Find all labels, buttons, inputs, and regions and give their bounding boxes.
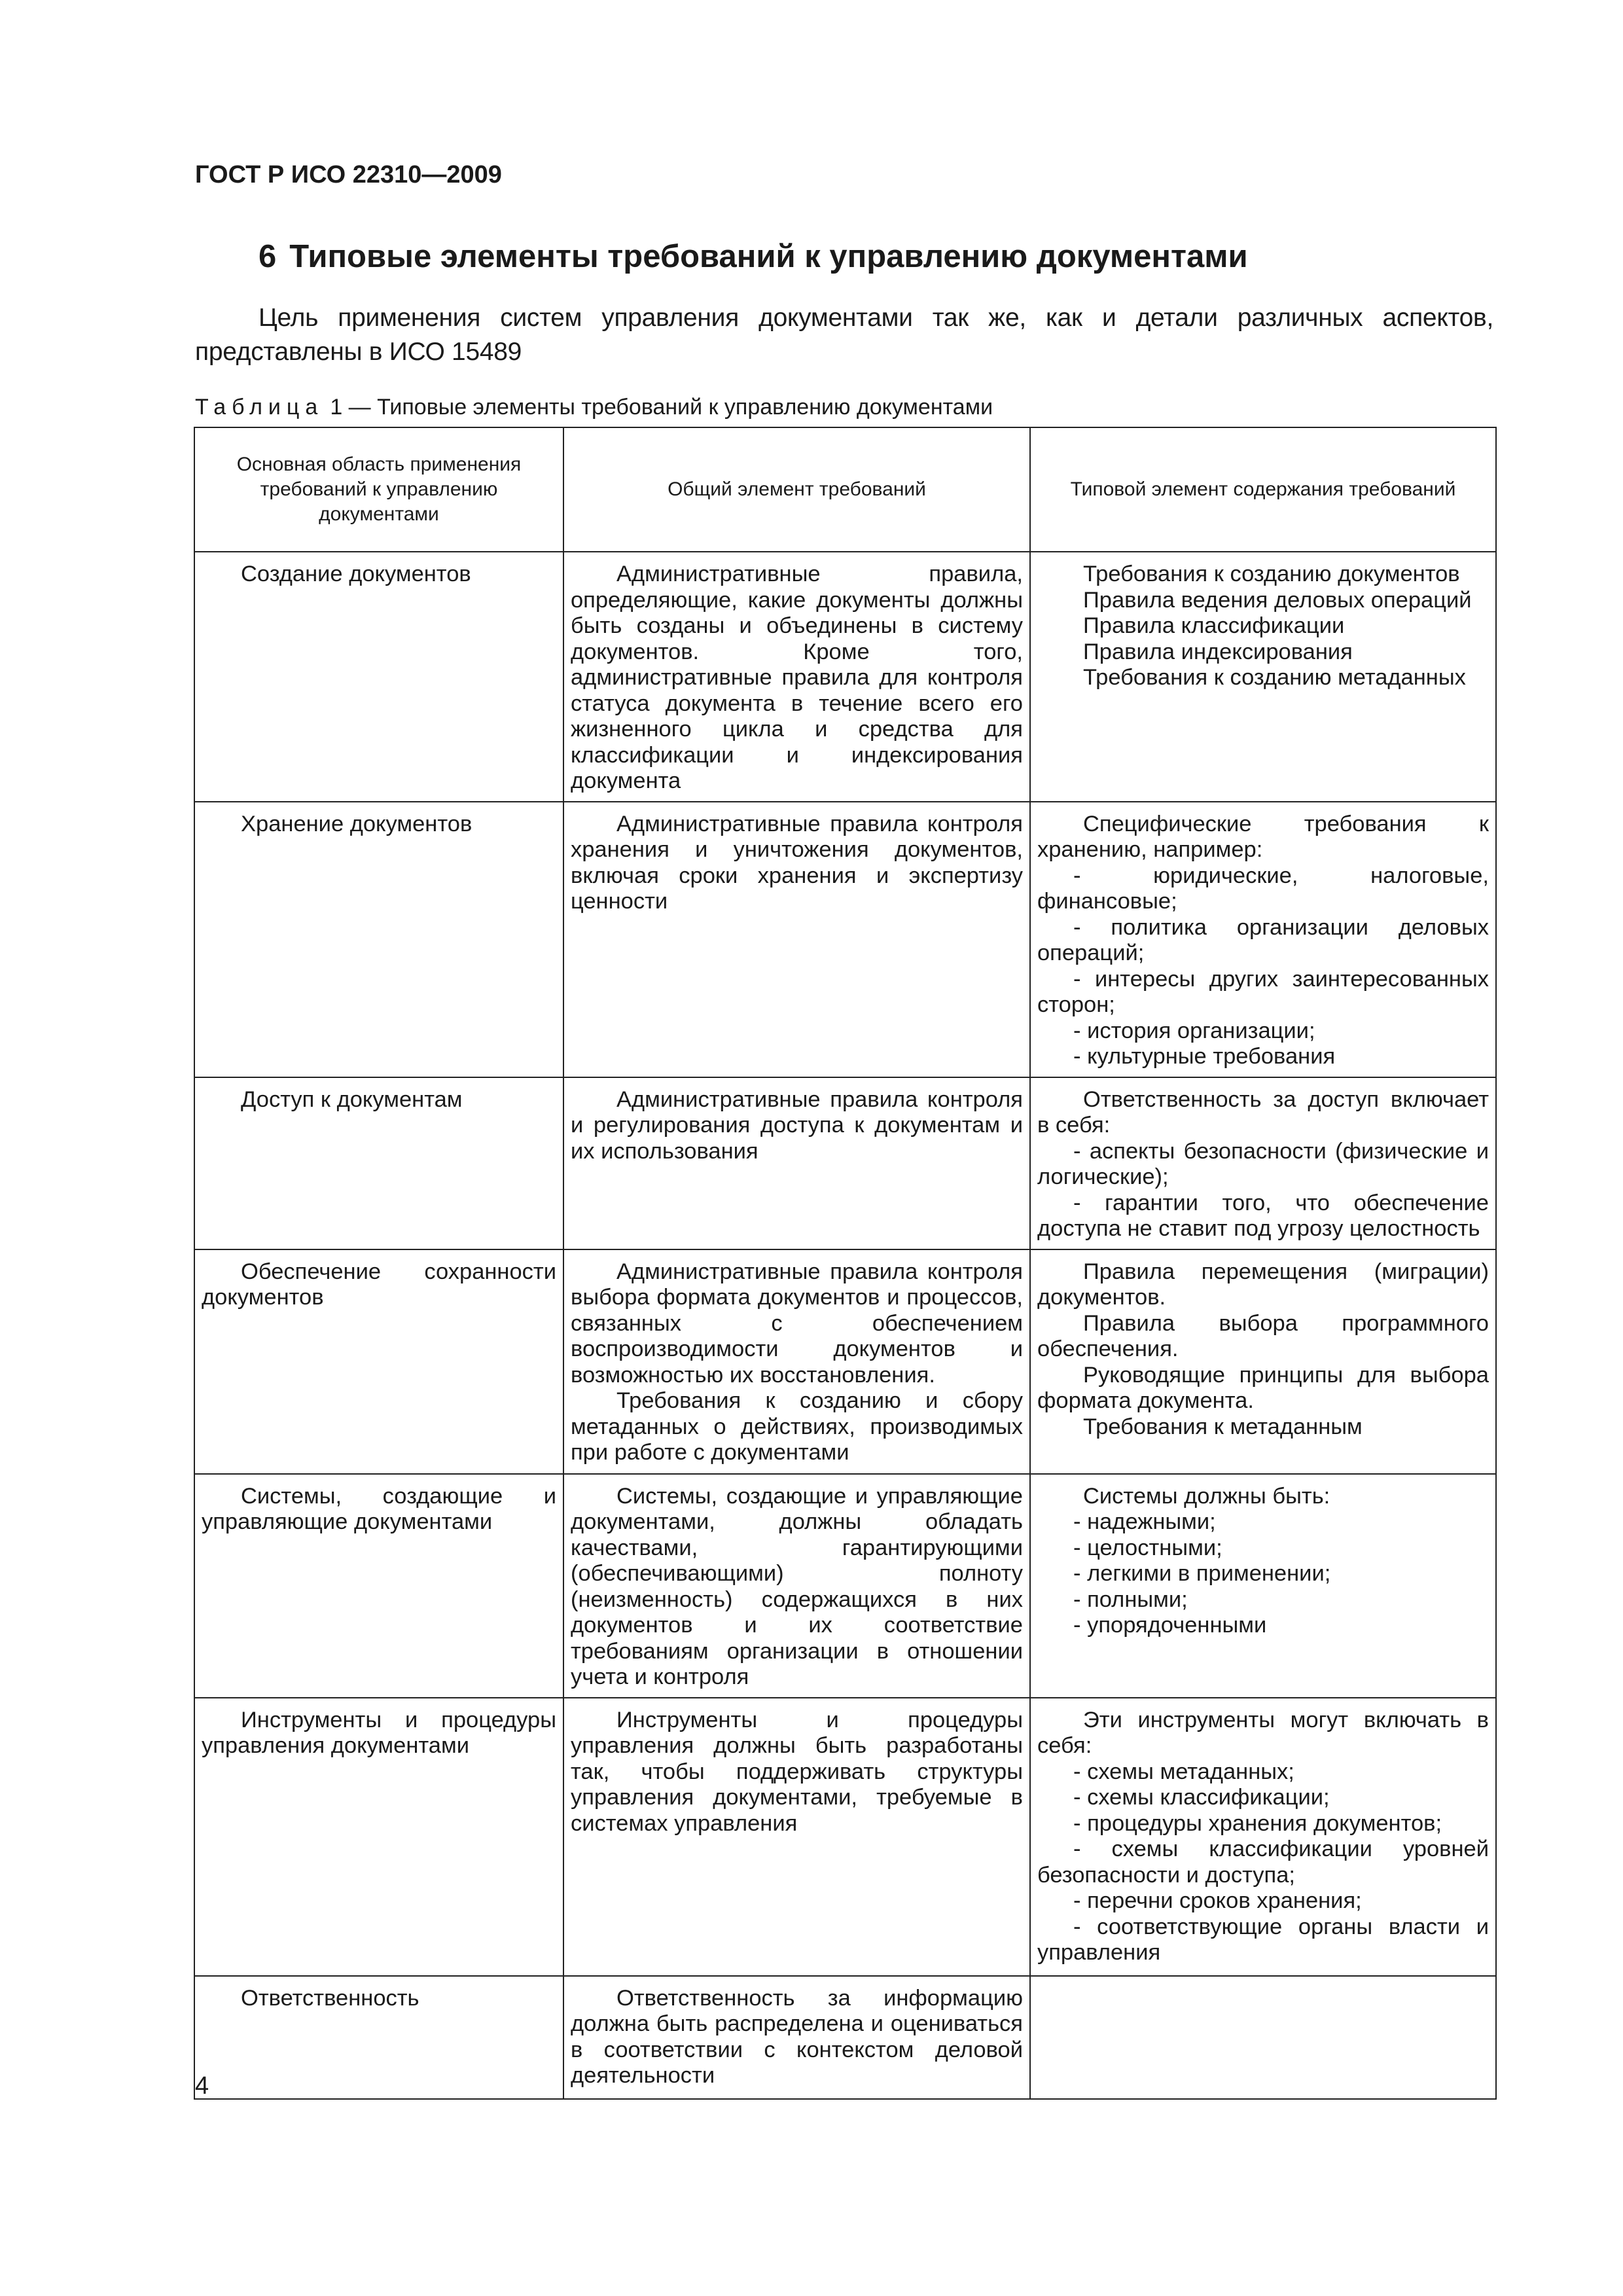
typical-list-item: - соответствующие органы власти и управления xyxy=(1037,1914,1489,1965)
cell-typical xyxy=(1030,552,1496,802)
section-title: Типовые элементы требований к управлению документами xyxy=(289,239,1248,274)
cell-general xyxy=(563,1698,1030,1976)
cell-area: Создание документов xyxy=(194,552,563,802)
cell-typical xyxy=(1030,1698,1496,1976)
typical-list-item: - культурные требования xyxy=(1073,1044,1336,1069)
typical-paragraph: Правила перемещения (миграции) документов. xyxy=(1037,1259,1489,1310)
table-row xyxy=(194,802,1496,1077)
general-paragraph: Системы, создающие и управляющие документами, должны обладать качествами, гарантирующими (обеспечивающими) полноту (неизменность) содержащихся в них документов и их соответствие требованиям организации в отношении учета и контроля xyxy=(571,1483,1023,1689)
typical-list-item: - схемы классификации уровней безопасности и доступа; xyxy=(1037,1837,1489,1888)
general-paragraph: Ответственность за информацию должна быть распределена и оцениваться в соответствии с контекстом деловой деятельности xyxy=(571,1985,1023,2088)
typical-list-item: - упорядоченными xyxy=(1073,1613,1267,1638)
typical-paragraph: Правила выбора программного обеспечения. xyxy=(1037,1310,1489,1361)
typical-paragraph: Ответственность за доступ включает в себя: xyxy=(1037,1086,1489,1138)
table-caption-prefix: Таблица xyxy=(195,395,324,420)
cell-area: Ответственность xyxy=(194,1976,563,2099)
table-caption xyxy=(195,395,993,420)
general-paragraph: Инструменты и процедуры управления должны быть разработаны так, чтобы поддерживать структуры управления документами, требуемые в системах управления xyxy=(571,1707,1023,1836)
general-paragraph: Административные правила контроля и регулирования доступа к документам и их использования xyxy=(571,1086,1023,1164)
table-row xyxy=(194,1698,1496,1976)
typical-paragraph: Правила индексирования xyxy=(1083,639,1353,664)
typical-list-item: - перечни сроков хранения; xyxy=(1073,1888,1362,1913)
typical-list-item: - юридические, налоговые, финансовые; xyxy=(1037,863,1489,914)
table-header-row xyxy=(194,427,1496,552)
typical-list-item: - интересы других заинтересованных сторон; xyxy=(1037,966,1489,1017)
cell-typical xyxy=(1030,1249,1496,1474)
requirements-table xyxy=(194,427,1497,2100)
typical-list-item: - легкими в применении; xyxy=(1073,1561,1331,1586)
cell-general xyxy=(563,1249,1030,1474)
typical-list-item: - гарантии того, что обеспечение доступа не ставит под угрозу целостность xyxy=(1037,1190,1489,1241)
typical-paragraph: Правила классификации xyxy=(1083,613,1345,638)
cell-general xyxy=(563,1474,1030,1698)
cell-typical xyxy=(1030,1976,1496,2099)
cell-general xyxy=(563,552,1030,802)
cell-area: Системы, создающие и управляющие документами xyxy=(194,1474,563,1698)
section-heading xyxy=(259,238,1248,275)
typical-paragraph: Системы должны быть: xyxy=(1083,1483,1330,1509)
typical-list-item: - полными; xyxy=(1073,1587,1188,1612)
table-body xyxy=(194,552,1496,2099)
typical-list-item: - история организации; xyxy=(1073,1018,1315,1043)
table-row xyxy=(194,552,1496,802)
typical-paragraph: Руководящие принципы для выбора формата документа. xyxy=(1037,1362,1489,1413)
typical-list-item: - политика организации деловых операций; xyxy=(1037,914,1489,965)
cell-area: Хранение документов xyxy=(194,802,563,1077)
column-header-general: Общий элемент требований xyxy=(563,427,1030,552)
table-row xyxy=(194,1249,1496,1474)
general-paragraph: Административные правила контроля выбора формата документов и процессов, связанных с обеспечением воспроизводимости документов и возможностью их восстановления. xyxy=(571,1259,1023,1388)
cell-typical xyxy=(1030,802,1496,1077)
table-row xyxy=(194,1976,1496,2099)
typical-list-item: - процедуры хранения документов; xyxy=(1073,1810,1442,1836)
typical-paragraph: Требования к созданию документов xyxy=(1083,562,1460,586)
cell-area: Доступ к документам xyxy=(194,1077,563,1249)
table-row xyxy=(194,1077,1496,1249)
typical-list-item: - надежными; xyxy=(1073,1509,1216,1534)
typical-paragraph: Требования к метаданным xyxy=(1083,1414,1363,1439)
typical-list-item: - схемы классификации; xyxy=(1073,1785,1330,1810)
section-number: 6 xyxy=(259,239,277,274)
cell-area: Инструменты и процедуры управления документами xyxy=(194,1698,563,1976)
document-id-header: ГОСТ Р ИСО 22310—2009 xyxy=(195,161,502,188)
table-caption-text: 1 — Типовые элементы требований к управлению документами xyxy=(330,395,993,420)
typical-list-item: - схемы метаданных; xyxy=(1073,1759,1294,1784)
table-row xyxy=(194,1474,1496,1698)
cell-typical xyxy=(1030,1077,1496,1249)
column-header-typical: Типовой элемент содержания требований xyxy=(1030,427,1496,552)
cell-area: Обеспечение сохранности документов xyxy=(194,1249,563,1474)
typical-list-item: - целостными; xyxy=(1073,1535,1222,1560)
page-number: 4 xyxy=(195,2072,209,2100)
cell-typical xyxy=(1030,1474,1496,1698)
typical-paragraph: Правила ведения деловых операций xyxy=(1083,587,1472,613)
cell-general xyxy=(563,1077,1030,1249)
general-paragraph: Административные правила, определяющие, какие документы должны быть созданы и объединены в систему документов. Кроме того, административные правила для контроля статуса документа в течение всего его жизненного цикла и средства для классификации и индексирования документа xyxy=(571,562,1023,793)
typical-paragraph: Эти инструменты могут включать в себя: xyxy=(1037,1707,1489,1758)
column-header-area: Основная область применения требований к управлению документами xyxy=(194,427,563,552)
typical-paragraph: Специфические требования к хранению, например: xyxy=(1037,811,1489,862)
general-paragraph: Административные правила контроля хранения и уничтожения документов, включая сроки хранения и экспертизу ценности xyxy=(571,811,1023,914)
typical-list-item: - аспекты безопасности (физические и логические); xyxy=(1037,1138,1489,1189)
cell-general xyxy=(563,802,1030,1077)
general-paragraph: Требования к созданию и сбору метаданных о действиях, производимых при работе с документами xyxy=(571,1388,1023,1465)
typical-paragraph: Требования к созданию метаданных xyxy=(1083,665,1466,690)
cell-general xyxy=(563,1976,1030,2099)
intro-paragraph: Цель применения систем управления документами так же, как и детали различных аспектов, представлены в ИСО 15489 xyxy=(195,304,1493,366)
